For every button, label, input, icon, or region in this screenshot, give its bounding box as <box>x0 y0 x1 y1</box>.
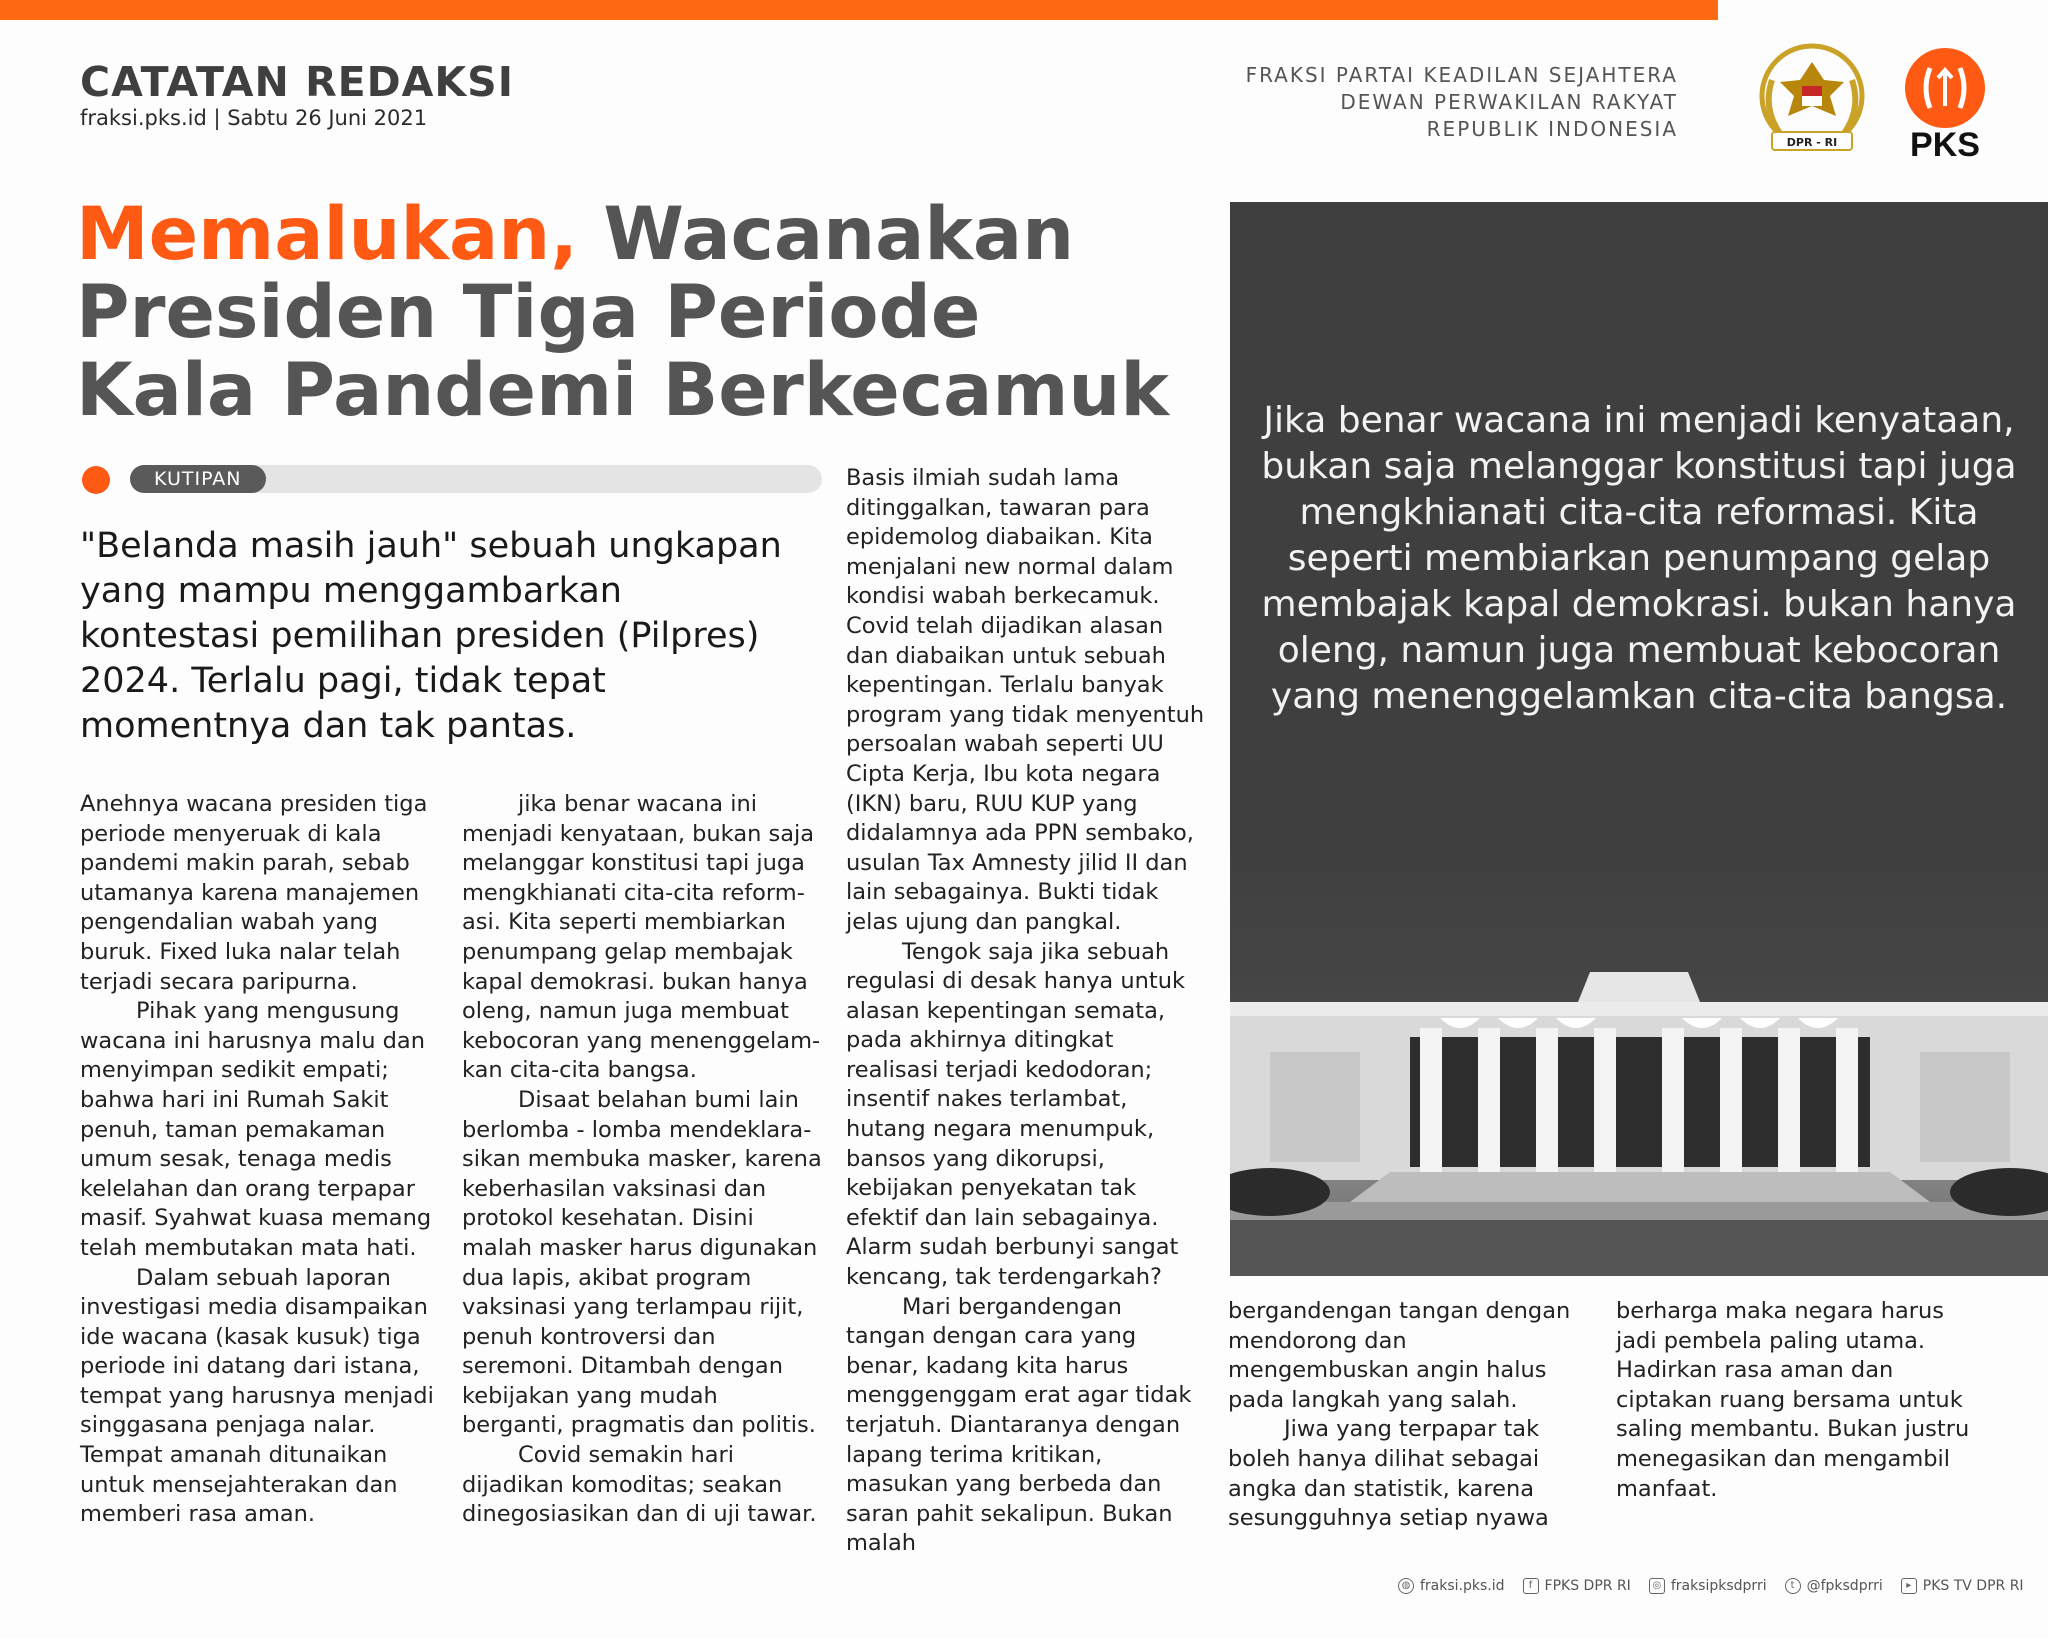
org-line: FRAKSI PARTAI KEADILAN SEJAHTERA <box>1245 63 1678 87</box>
body-column-5 <box>1616 1297 1978 1504</box>
footer-label: PKS TV DPR RI <box>1922 1578 2024 1594</box>
body-column-1 <box>80 790 442 1530</box>
emblem-caption: DPR - RI <box>1786 136 1838 149</box>
organization-name <box>1246 62 1678 143</box>
body-column-4 <box>1228 1297 1590 1534</box>
lead-quote: "Belanda masih jauh" sebuah ungkapan yang mampu menggambarkan kontestasi pemilihan presiden (Pilpres) 2024. Terlalu pagi, tidak tepat momentnya dan tak pantas. <box>80 526 782 746</box>
paragraph: Tengok saja jika sebuah regulasi di desak hanya untuk alasan kepentingan semata, pada akhirnya ditingkat realisasi terjadi kedodoran; insentif nakes terlambat, hutang negara menumpuk, bansos yang dikorupsi, kebijakan penyekatan tak efektif dan lain sebagainya. Alarm sudah berbunyi sangat kencang, tak terdengarkah? <box>846 938 1186 1291</box>
body-column-2 <box>462 790 824 1530</box>
pks-logo-text: PKS <box>1910 126 1980 164</box>
footer-label: FPKS DPR RI <box>1544 1578 1631 1594</box>
footer-label: fraksi.pks.id <box>1420 1578 1505 1594</box>
footer-youtube[interactable] <box>1901 1578 2024 1594</box>
palace-photo <box>1230 202 2048 1276</box>
paragraph: Mari bergandengan tangan dengan cara yang benar, kadang kita harus menggenggam erat agar tidak terjatuh. Diantaranya dengan lapang terima kritikan, masukan yang berbeda dan saran pahit sekalipun. Bukan malah <box>846 1293 1192 1557</box>
dpr-emblem-icon <box>1752 40 1872 162</box>
headline <box>76 192 1169 433</box>
paragraph: bergandengan tangan dengan mendorong dan mengembuskan angin halus pada langkah yang salah. <box>1228 1298 1571 1413</box>
footer-social-links <box>1398 1578 2024 1594</box>
rubric-title: CATATAN REDAKSI <box>80 58 514 106</box>
kutipan-bullet <box>82 466 110 494</box>
paragraph: Pihak yang mengusung wacana ini harusnya malu dan menyimpan sedikit empati; bahwa hari ini Rumah Sakit penuh, taman pemakaman umum sesak, tenaga medis kelelahan dan orang terpapar masif. Syahwat kuasa memang telah membutakan mata hati. <box>80 998 432 1261</box>
footer-website[interactable] <box>1398 1578 1505 1594</box>
paragraph: berharga maka negara harus jadi pembela paling utama. Hadirkan rasa aman dan ciptakan ruang bersama untuk saling membantu. Bukan justru menegasikan dan mengambil manfaat. <box>1616 1298 1970 1502</box>
kutipan-label: KUTIPAN <box>130 465 266 493</box>
headline-line2: Presiden Tiga Periode <box>76 270 981 355</box>
headline-line1: Wacanakan <box>577 192 1075 277</box>
facebook-icon: f <box>1523 1578 1539 1594</box>
paragraph: Covid semakin hari dijadikan komoditas; seakan dinegosiasikan dan di uji tawar. <box>462 1442 817 1528</box>
publication-meta: fraksi.pks.id | Sabtu 26 Juni 2021 <box>80 106 428 130</box>
paragraph: Anehnya wacana presiden tiga periode menyeruak di kala pandemi makin parah, sebab utamanya karena manajemen pengendalian wabah yang buruk. Fixed luka nalar telah terjadi secara paripurna. <box>80 791 428 995</box>
pullquote-photo-panel <box>1230 202 2048 1276</box>
youtube-icon: ▸ <box>1901 1578 1917 1594</box>
paragraph: Jiwa yang terpapar tak boleh hanya dilihat sebagai angka dan statistik, karena sesungguhnya setiap nyawa <box>1228 1416 1549 1532</box>
paragraph: Basis ilmiah sudah lama ditinggalkan, tawaran para epidemolog diabaikan. Kita menjalani new normal dalam kondisi wabah berkecamuk. Covid telah dijadikan alasan dan diabaikan untuk sebuah kepentingan. Terlalu banyak program yang tidak menyentuh persoalan wabah seperti UU Cipta Kerja, Ibu kota negara (IKN) baru, RUU KUP yang didalamnya ada PPN sembako, usulan Tax Amnesty jilid II dan lain sebagainya. Bukti tidak jelas ujung dan pangkal. <box>846 465 1205 935</box>
top-accent-bar <box>0 0 1718 20</box>
globe-icon: ◍ <box>1398 1578 1414 1594</box>
instagram-icon: ◎ <box>1649 1578 1665 1594</box>
twitter-icon: t <box>1785 1578 1801 1594</box>
footer-twitter[interactable] <box>1785 1578 1883 1594</box>
paragraph: Disaat belahan bumi lain berlomba - lomba mendeklara-sikan membuka masker, karena keberhasilan vaksinasi dan protokol kesehatan. Disini malah masker harus digunakan dua lapis, akibat program vaksinasi yang terlampau rijit, penuh kontroversi dan seremoni. Ditambah dengan kebijakan yang mudah berganti, pragmatis dan politis. <box>462 1086 822 1439</box>
headline-line3: Kala Pandemi Berkecamuk <box>76 348 1169 433</box>
footer-label: fraksipksdprri <box>1670 1578 1767 1594</box>
org-line: REPUBLIK INDONESIA <box>1426 117 1678 141</box>
org-line: DEWAN PERWAKILAN RAKYAT <box>1340 90 1678 114</box>
paragraph: Dalam sebuah laporan investigasi media disampaikan ide wacana (kasak kusuk) tiga periode ini datang dari istana, tempat yang harusnya menjadi singgasana penjaga nalar. Tempat amanah ditunaikan untuk mensejahterakan dan memberi rasa aman. <box>80 1264 434 1528</box>
footer-instagram[interactable] <box>1649 1578 1767 1594</box>
pull-quote-overlay: Jika benar wacana ini menjadi kenyataan, bukan saja melanggar konstitusi tapi juga mengkhianati cita-cita reformasi. Kita seperti membiarkan penumpang gelap membajak kapal demokrasi. bukan hanya oleng, namun juga membuat kebocoran yang menenggelamkan cita-cita bangsa. <box>1261 400 2017 717</box>
footer-facebook[interactable] <box>1523 1578 1631 1594</box>
paragraph: jika benar wacana ini menjadi kenyataan, bukan saja melanggar konstitusi tapi juga mengkhianati cita-cita reform-asi. Kita seperti membiarkan penumpang gelap membajak kapal demokrasi. bukan hanya oleng, namun juga membuat kebocoran yang menenggelam-kan cita-cita bangsa. <box>462 791 821 1084</box>
footer-label: @fpksdprri <box>1806 1578 1883 1594</box>
headline-accent: Memalukan, <box>76 192 578 277</box>
body-column-3 <box>846 464 1208 1559</box>
